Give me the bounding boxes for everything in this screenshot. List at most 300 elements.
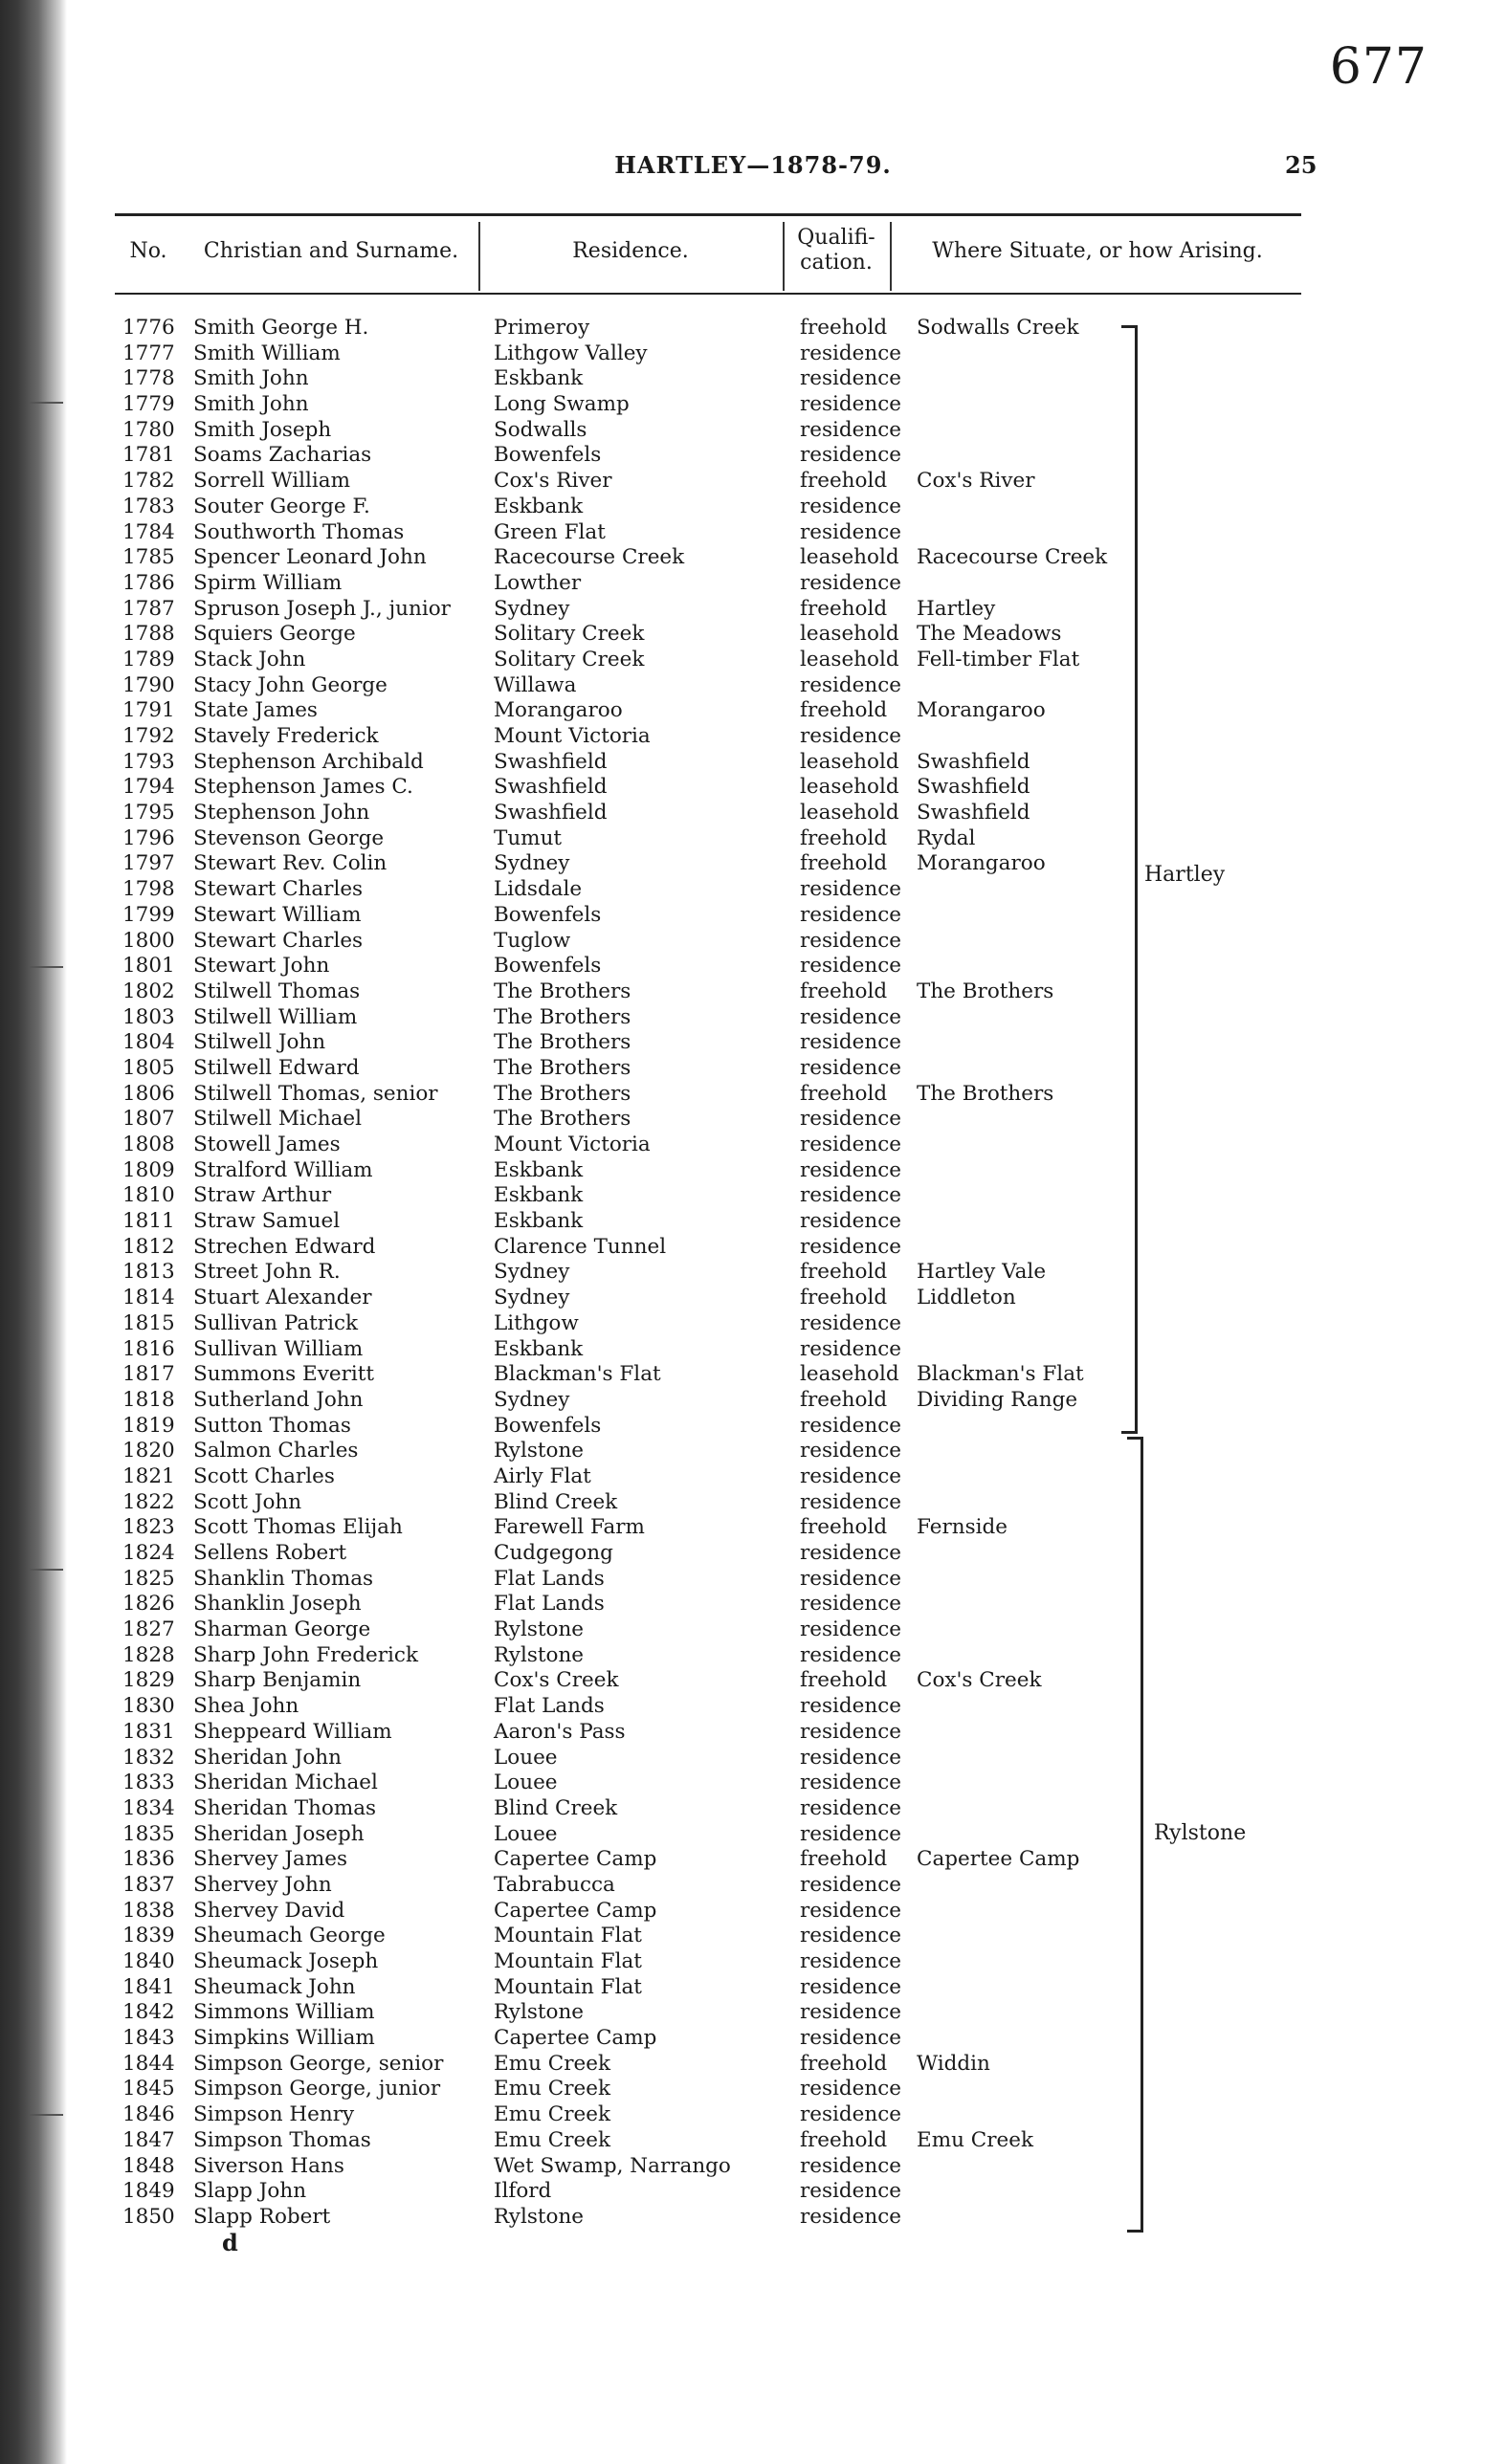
elector-name: Stilwell Michael <box>193 1107 363 1132</box>
table-row <box>0 1617 1506 1643</box>
residence: Swashfield <box>494 749 608 774</box>
qualification: freehold <box>800 1515 888 1540</box>
table-row <box>0 1311 1506 1337</box>
elector-name: Simpson Thomas <box>193 2127 371 2152</box>
where-situate: Dividing Range <box>917 1387 1078 1412</box>
qualification: leasehold <box>800 749 899 774</box>
residence: The Brothers <box>494 1030 631 1055</box>
table-row <box>0 775 1506 801</box>
elector-name: Sheppeard William <box>193 1719 392 1744</box>
residence: Solitary Creek <box>494 647 645 671</box>
column-header-no: No. <box>129 239 167 263</box>
entry-number: 1815 <box>122 1310 175 1335</box>
elector-name: Spruson Joseph J., junior <box>193 596 451 621</box>
table-row <box>0 392 1506 418</box>
residence: Emu Creek <box>494 2127 610 2152</box>
qualification: residence <box>800 2204 902 2229</box>
entry-number: 1791 <box>122 698 175 723</box>
table-row <box>0 929 1506 955</box>
table-row <box>0 1056 1506 1082</box>
residence: Eskbank <box>494 1209 584 1234</box>
residence: Cox's River <box>494 469 612 494</box>
district-bracket-rylstone <box>1127 1437 1143 2233</box>
table-row <box>0 520 1506 546</box>
elector-name: Sorrell William <box>193 469 350 494</box>
where-situate: Blackman's Flat <box>917 1362 1084 1387</box>
qualification: residence <box>800 392 902 417</box>
qualification: residence <box>800 1030 902 1055</box>
entry-number: 1846 <box>122 2102 175 2127</box>
entry-number: 1820 <box>122 1439 175 1463</box>
where-situate: Hartley Vale <box>917 1260 1047 1285</box>
residence: Lithgow Valley <box>494 341 648 365</box>
qualification: residence <box>800 1463 902 1488</box>
entry-number: 1832 <box>122 1745 175 1770</box>
elector-name: Sharman George <box>193 1617 371 1642</box>
qualification: residence <box>800 1209 902 1234</box>
table-row <box>0 1260 1506 1286</box>
qualification: residence <box>800 2179 902 2204</box>
table-row <box>0 826 1506 852</box>
qualification: residence <box>800 877 902 902</box>
table-row <box>0 1183 1506 1209</box>
elector-name: Shea John <box>193 1694 299 1719</box>
elector-name: Stephenson James C. <box>193 775 413 800</box>
where-situate: Capertee Camp <box>917 1847 1080 1872</box>
residence: Eskbank <box>494 1157 584 1182</box>
column-header-where-situate: Where Situate, or how Arising. <box>932 239 1263 263</box>
table-row <box>0 1235 1506 1261</box>
qualification: residence <box>800 928 902 953</box>
qualification: leasehold <box>800 647 899 671</box>
district-bracket-hartley <box>1121 325 1138 1434</box>
table-row <box>0 1286 1506 1311</box>
qualification: residence <box>800 1642 902 1667</box>
qualification: residence <box>800 2000 902 2025</box>
elector-name: State James <box>193 698 318 723</box>
entry-number: 1837 <box>122 1872 175 1897</box>
qualification: residence <box>800 1055 902 1080</box>
entry-number: 1833 <box>122 1771 175 1795</box>
elector-name: Smith William <box>193 341 341 365</box>
qualification: residence <box>800 2026 902 2051</box>
elector-name: Simpson Henry <box>193 2102 355 2127</box>
residence: Rylstone <box>494 1617 585 1642</box>
qualification: residence <box>800 1898 902 1923</box>
elector-name: Simmons William <box>193 2000 375 2025</box>
residence: Swashfield <box>494 801 608 825</box>
elector-name: Shanklin Thomas <box>193 1566 374 1591</box>
elector-name: Stevenson George <box>193 825 385 850</box>
elector-name: Sharp Benjamin <box>193 1668 362 1693</box>
entry-number: 1811 <box>122 1209 175 1234</box>
table-row <box>0 2179 1506 2205</box>
qualification: residence <box>800 1541 902 1565</box>
residence: Tumut <box>494 825 563 850</box>
elector-name: Stewart Charles <box>193 928 364 953</box>
table-row <box>0 1337 1506 1363</box>
entry-number: 1782 <box>122 469 175 494</box>
elector-name: Spirm William <box>193 570 343 595</box>
where-situate: Hartley <box>917 596 996 621</box>
entry-number: 1835 <box>122 1821 175 1846</box>
qualification: residence <box>800 954 902 979</box>
residence: Mount Victoria <box>494 1133 651 1156</box>
qualification: residence <box>800 519 902 544</box>
qualification: residence <box>800 1413 902 1438</box>
table-row <box>0 1643 1506 1669</box>
elector-name: Stewart William <box>193 902 362 927</box>
table-row <box>0 2000 1506 2026</box>
residence: Emu Creek <box>494 2077 610 2101</box>
residence: Swashfield <box>494 775 608 800</box>
district-label-rylstone: Rylstone <box>1154 1821 1247 1845</box>
table-row <box>0 648 1506 673</box>
entry-number: 1809 <box>122 1157 175 1182</box>
table-row <box>0 1414 1506 1440</box>
entry-number: 1824 <box>122 1541 175 1565</box>
elector-name: Stilwell William <box>193 1004 358 1029</box>
qualification: residence <box>800 1974 902 1999</box>
table-row <box>0 698 1506 724</box>
elector-name: Street John R. <box>193 1260 341 1285</box>
residence: Sydney <box>494 1387 570 1412</box>
qualification: residence <box>800 341 902 365</box>
elector-name: Stuart Alexander <box>193 1286 372 1310</box>
residence: Racecourse Creek <box>494 545 685 570</box>
elector-name: Sheridan Joseph <box>193 1821 365 1846</box>
entry-number: 1794 <box>122 775 175 800</box>
residence: Mountain Flat <box>494 1924 642 1948</box>
elector-name: Stacy John George <box>193 672 388 697</box>
table-row <box>0 2077 1506 2102</box>
entry-number: 1840 <box>122 1949 175 1973</box>
where-situate: The Meadows <box>917 622 1062 647</box>
elector-name: Scott Charles <box>193 1463 335 1488</box>
entry-number: 1843 <box>122 2026 175 2051</box>
elector-name: Scott John <box>193 1489 302 1514</box>
elector-name: Smith Joseph <box>193 417 332 442</box>
table-row <box>0 1005 1506 1031</box>
table-row <box>0 1796 1506 1822</box>
elector-name: Sheumack Joseph <box>193 1949 379 1973</box>
table-row <box>0 1592 1506 1617</box>
qualification: residence <box>800 1872 902 1897</box>
entry-number: 1798 <box>122 877 175 902</box>
residence: Bowenfels <box>494 443 602 468</box>
residence: Emu Creek <box>494 2102 610 2127</box>
entry-number: 1841 <box>122 1974 175 1999</box>
entry-number: 1800 <box>122 928 175 953</box>
column-header-qualification: Qualifi- cation. <box>797 226 875 275</box>
where-situate: Racecourse Creek <box>917 545 1108 570</box>
table-row <box>0 597 1506 623</box>
entry-number: 1822 <box>122 1489 175 1514</box>
entry-number: 1796 <box>122 825 175 850</box>
residence: Sydney <box>494 851 570 876</box>
table-row <box>0 979 1506 1005</box>
elector-name: Simpkins William <box>193 2026 375 2051</box>
entry-number: 1806 <box>122 1081 175 1106</box>
residence: The Brothers <box>494 1107 631 1132</box>
table-row <box>0 1822 1506 1848</box>
where-situate: Emu Creek <box>917 2127 1033 2152</box>
column-divider <box>890 222 892 291</box>
table-row <box>0 2052 1506 2078</box>
entry-number: 1799 <box>122 902 175 927</box>
table-row <box>0 469 1506 495</box>
entry-number: 1829 <box>122 1668 175 1693</box>
entry-number: 1781 <box>122 443 175 468</box>
qualification: leasehold <box>800 775 899 800</box>
elector-name: Stewart Charles <box>193 877 364 902</box>
qualification: residence <box>800 1771 902 1795</box>
table-row <box>0 1567 1506 1593</box>
entry-number: 1819 <box>122 1413 175 1438</box>
elector-name: Sheumack John <box>193 1974 356 1999</box>
column-header-residence: Residence. <box>572 239 689 263</box>
elector-name: Stewart John <box>193 954 330 979</box>
table-row <box>0 1924 1506 1949</box>
entry-number: 1808 <box>122 1133 175 1156</box>
footer-signature-mark: d <box>222 2229 238 2256</box>
qualification: residence <box>800 1234 902 1259</box>
table-row <box>0 1847 1506 1873</box>
table-row <box>0 418 1506 444</box>
entry-number: 1792 <box>122 724 175 748</box>
table-row <box>0 1082 1506 1108</box>
entry-number: 1789 <box>122 647 175 671</box>
elector-name: Smith George H. <box>193 316 369 340</box>
qualification: freehold <box>800 1387 888 1412</box>
elector-name: Stilwell Thomas, senior <box>193 1081 438 1106</box>
entry-number: 1807 <box>122 1107 175 1132</box>
elector-name: Shanklin Joseph <box>193 1592 362 1617</box>
elector-name: Soams Zacharias <box>193 443 372 468</box>
elector-name: Squiers George <box>193 622 356 647</box>
entry-number: 1839 <box>122 1924 175 1948</box>
residence: Long Swamp <box>494 392 630 417</box>
entry-number: 1779 <box>122 392 175 417</box>
table-row <box>0 571 1506 597</box>
qualification: freehold <box>800 1081 888 1106</box>
elector-name: Slapp Robert <box>193 2204 331 2229</box>
entry-number: 1801 <box>122 954 175 979</box>
elector-name: Stilwell John <box>193 1030 326 1055</box>
where-situate: Liddleton <box>917 1286 1016 1310</box>
table-row <box>0 1464 1506 1490</box>
qualification: residence <box>800 1694 902 1719</box>
table-row <box>0 366 1506 392</box>
elector-name: Siverson Hans <box>193 2153 344 2178</box>
residence: Rylstone <box>494 1439 585 1463</box>
entry-number: 1785 <box>122 545 175 570</box>
entry-number: 1850 <box>122 2204 175 2229</box>
residence: Flat Lands <box>494 1694 605 1719</box>
elector-name: Smith John <box>193 366 309 391</box>
qualification: freehold <box>800 1847 888 1872</box>
residence: Green Flat <box>494 519 606 544</box>
qualification: residence <box>800 1107 902 1132</box>
entry-number: 1787 <box>122 596 175 621</box>
residence: Morangaroo <box>494 698 623 723</box>
elector-name: Shervey David <box>193 1898 345 1923</box>
residence: Sodwalls <box>494 417 587 442</box>
qualification: residence <box>800 1719 902 1744</box>
qualification: freehold <box>800 698 888 723</box>
qualification: leasehold <box>800 622 899 647</box>
elector-name: Stephenson John <box>193 801 370 825</box>
qualification: residence <box>800 1336 902 1361</box>
residence: Rylstone <box>494 2204 585 2229</box>
elector-name: Sheridan Michael <box>193 1771 378 1795</box>
elector-name: Simpson George, junior <box>193 2077 441 2101</box>
elector-name: Slapp John <box>193 2179 307 2204</box>
qualification: freehold <box>800 979 888 1003</box>
entry-number: 1844 <box>122 2051 175 2076</box>
entry-number: 1818 <box>122 1387 175 1412</box>
residence: Eskbank <box>494 494 584 518</box>
header-bottom-rule <box>115 293 1301 295</box>
table-row <box>0 2102 1506 2128</box>
residence: Eskbank <box>494 366 584 391</box>
district-label-hartley: Hartley <box>1144 863 1226 887</box>
where-situate: Swashfield <box>917 775 1030 800</box>
residence: Sydney <box>494 1286 570 1310</box>
residence: Primeroy <box>494 316 590 340</box>
residence: Lithgow <box>494 1310 579 1335</box>
entry-number: 1814 <box>122 1286 175 1310</box>
entry-number: 1812 <box>122 1234 175 1259</box>
table-row <box>0 1515 1506 1541</box>
entry-number: 1825 <box>122 1566 175 1591</box>
elector-name: Shervey John <box>193 1872 332 1897</box>
table-row <box>0 877 1506 903</box>
residence: Louee <box>494 1771 558 1795</box>
qualification: residence <box>800 1489 902 1514</box>
residence: The Brothers <box>494 979 631 1003</box>
qualification: residence <box>800 1821 902 1846</box>
qualification: residence <box>800 1439 902 1463</box>
qualification: residence <box>800 1183 902 1208</box>
entry-number: 1797 <box>122 851 175 876</box>
residence: Solitary Creek <box>494 622 645 647</box>
residence: Lowther <box>494 570 582 595</box>
residence: Tabrabucca <box>494 1872 615 1897</box>
residence: Mount Victoria <box>494 724 651 748</box>
table-row <box>0 1668 1506 1694</box>
qualification: residence <box>800 724 902 748</box>
table-row <box>0 954 1506 979</box>
qualification: residence <box>800 1949 902 1973</box>
elector-name: Stephenson Archibald <box>193 749 424 774</box>
table-row <box>0 2026 1506 2052</box>
entry-number: 1847 <box>122 2127 175 2152</box>
elector-name: Southworth Thomas <box>193 519 405 544</box>
entry-number: 1793 <box>122 749 175 774</box>
elector-name: Strechen Edward <box>193 1234 376 1259</box>
residence: Eskbank <box>494 1336 584 1361</box>
elector-name: Stack John <box>193 647 306 671</box>
elector-name: Stavely Frederick <box>193 724 379 748</box>
column-divider <box>783 222 785 291</box>
entry-number: 1849 <box>122 2179 175 2204</box>
elector-name: Spencer Leonard John <box>193 545 427 570</box>
table-row <box>0 1209 1506 1235</box>
qualification: freehold <box>800 1668 888 1693</box>
residence: Blind Creek <box>494 1489 618 1514</box>
residence: Emu Creek <box>494 2051 610 2076</box>
entry-number: 1823 <box>122 1515 175 1540</box>
qualification: freehold <box>800 1260 888 1285</box>
qualification: freehold <box>800 2051 888 2076</box>
residence: Capertee Camp <box>494 1847 657 1872</box>
residence: Cox's Creek <box>494 1668 619 1693</box>
qualification: residence <box>800 1133 902 1156</box>
qualification: residence <box>800 672 902 697</box>
table-row <box>0 673 1506 699</box>
residence: Clarence Tunnel <box>494 1234 667 1259</box>
qualification: residence <box>800 902 902 927</box>
entry-number: 1805 <box>122 1055 175 1080</box>
column-divider <box>478 222 480 291</box>
entry-number: 1786 <box>122 570 175 595</box>
elector-name: Sullivan Patrick <box>193 1310 359 1335</box>
entry-number: 1816 <box>122 1336 175 1361</box>
residence: Flat Lands <box>494 1592 605 1617</box>
table-row <box>0 1158 1506 1184</box>
qualification: residence <box>800 2153 902 2178</box>
qualification: freehold <box>800 2127 888 2152</box>
qualification: residence <box>800 366 902 391</box>
table-row <box>0 1746 1506 1771</box>
elector-name: Smith John <box>193 392 309 417</box>
residence: Bowenfels <box>494 902 602 927</box>
entry-number: 1784 <box>122 519 175 544</box>
entry-number: 1813 <box>122 1260 175 1285</box>
residence: Farewell Farm <box>494 1515 645 1540</box>
qualification: residence <box>800 494 902 518</box>
table-row <box>0 443 1506 469</box>
entry-number: 1780 <box>122 417 175 442</box>
entry-number: 1831 <box>122 1719 175 1744</box>
entry-number: 1795 <box>122 801 175 825</box>
where-situate: Fell-timber Flat <box>917 647 1080 671</box>
qualification: freehold <box>800 316 888 340</box>
qualification: residence <box>800 1004 902 1029</box>
table-row <box>0 1107 1506 1133</box>
table-row <box>0 1388 1506 1414</box>
qualification: leasehold <box>800 1362 899 1387</box>
elector-name: Sutton Thomas <box>193 1413 351 1438</box>
where-situate: Swashfield <box>917 801 1030 825</box>
qualification: residence <box>800 443 902 468</box>
residence: Louee <box>494 1745 558 1770</box>
entry-number: 1804 <box>122 1030 175 1055</box>
residence: Lidsdale <box>494 877 583 902</box>
qualification: freehold <box>800 851 888 876</box>
qualification: residence <box>800 1157 902 1182</box>
table-row <box>0 1490 1506 1516</box>
qualification: residence <box>800 1310 902 1335</box>
table-row <box>0 1771 1506 1796</box>
qualification: freehold <box>800 469 888 494</box>
residence: The Brothers <box>494 1004 631 1029</box>
residence: Airly Flat <box>494 1463 591 1488</box>
qualification: residence <box>800 1795 902 1820</box>
residence: Bowenfels <box>494 1413 602 1438</box>
residence: Capertee Camp <box>494 1898 657 1923</box>
